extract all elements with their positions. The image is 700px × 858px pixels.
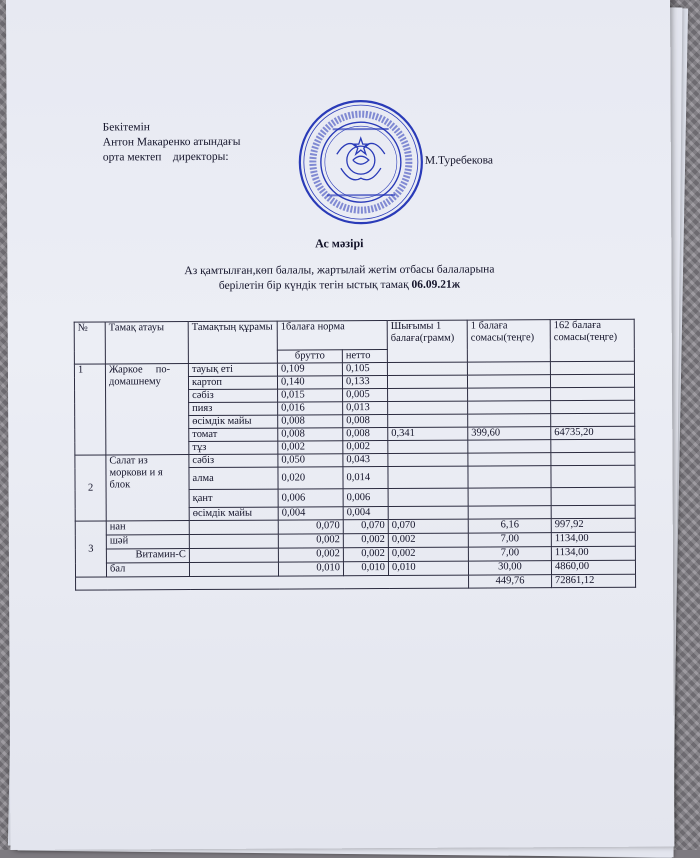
subtitle-line: Аз қамтылған,көп балалы, жартылай жетім отбасы балаларына <box>184 263 495 278</box>
ingredient-cell: тауық еті <box>188 363 277 376</box>
menu-table <box>74 319 636 591</box>
cost-162-cell <box>551 439 635 452</box>
cost-162-cell <box>551 505 635 518</box>
net-cell: 0,002 <box>343 441 388 454</box>
net-cell: 0,105 <box>342 363 387 376</box>
cost-one-cell <box>468 440 551 453</box>
header-num: № <box>74 322 105 364</box>
group-dish: Салат из моркови и я блок <box>106 455 189 521</box>
net-cell: 0,002 <box>343 534 388 548</box>
usage-cell <box>388 453 468 466</box>
cost-162-cell <box>551 387 635 400</box>
totals-spacer <box>76 575 469 590</box>
extra-name-cell: шәй <box>106 535 189 549</box>
header-cost-one: 1 балаға сомасы(теңге) <box>467 320 550 362</box>
cost-one-cell: 399,60 <box>468 427 551 440</box>
gross-cell: 0,010 <box>278 562 343 576</box>
usage-cell <box>387 375 467 388</box>
gross-cell: 0,050 <box>278 454 343 467</box>
usage-cell: 0,002 <box>388 547 468 561</box>
cost-one-cell <box>468 466 551 488</box>
gross-cell: 0,004 <box>278 507 343 520</box>
header-usage: Шығымы 1 балаға(грамм) <box>387 320 467 362</box>
approval-block <box>103 120 241 166</box>
usage-cell <box>388 414 468 427</box>
usage-cell <box>388 488 468 506</box>
approve-line: Антон Макаренко атындағы <box>102 135 241 149</box>
document-subtitle <box>7 262 671 295</box>
ingredient-cell: қант <box>189 489 278 507</box>
net-cell: 0,013 <box>343 402 388 415</box>
net-cell: 0,010 <box>343 562 388 576</box>
header-net: нетто <box>342 350 387 363</box>
ingredient-cell <box>189 520 278 534</box>
cost-one-cell <box>467 375 550 388</box>
cost-one-cell: 6,16 <box>468 519 551 533</box>
cost-one-cell <box>468 388 551 401</box>
cost-162-cell: 4860,00 <box>551 560 635 574</box>
ingredient-cell <box>189 548 278 562</box>
group-dish: Жаркое по-домашнему <box>105 364 188 455</box>
gross-cell: 0,109 <box>277 363 342 376</box>
net-cell: 0,008 <box>343 415 388 428</box>
total-cost-162: 72861,12 <box>552 574 636 587</box>
net-cell: 0,005 <box>343 389 388 402</box>
cost-one-cell: 7,00 <box>468 533 551 547</box>
cost-162-cell <box>551 465 635 487</box>
gross-cell: 0,020 <box>278 467 343 489</box>
usage-cell <box>388 388 468 401</box>
header-cost-162: 162 балаға сомасы(теңге) <box>550 319 634 361</box>
usage-cell: 0,070 <box>388 519 468 533</box>
usage-cell: 0,010 <box>388 561 468 575</box>
group-num: 1 <box>74 364 105 455</box>
net-cell: 0,008 <box>343 428 388 441</box>
gross-cell: 0,015 <box>278 389 343 402</box>
cost-one-cell: 30,00 <box>468 561 551 575</box>
group-num: 3 <box>75 521 106 577</box>
cost-162-cell: 997,92 <box>551 518 635 532</box>
net-cell: 0,004 <box>343 507 388 520</box>
header-norm: 1балаға норма <box>277 321 387 351</box>
gross-cell: 0,002 <box>278 441 343 454</box>
document-page <box>6 0 674 850</box>
approve-line: Бекітемін <box>102 121 150 134</box>
net-cell: 0,133 <box>342 376 387 389</box>
header-gross: брутто <box>277 350 342 363</box>
cost-one-cell <box>468 401 551 414</box>
cost-one-cell <box>468 488 551 506</box>
ingredient-cell: тұз <box>189 441 278 454</box>
gross-cell: 0,008 <box>278 428 343 441</box>
cost-one-cell <box>467 362 550 375</box>
ingredient-cell: картоп <box>188 376 277 389</box>
cost-one-cell <box>468 506 551 519</box>
table-header-row <box>74 319 634 351</box>
net-cell: 0,070 <box>343 520 388 534</box>
extra-name-cell: нан <box>106 521 189 535</box>
ingredient-cell <box>189 534 278 548</box>
ingredient-cell: пияз <box>189 402 278 415</box>
gross-cell: 0,008 <box>278 415 343 428</box>
usage-cell <box>388 466 468 488</box>
subtitle-line-text: берілетін бір күндік тегін ыстық тамақ <box>218 278 409 292</box>
total-cost-one: 449,76 <box>469 575 552 588</box>
cost-162-cell <box>551 452 635 465</box>
gross-cell: 0,070 <box>278 520 343 534</box>
ingredient-cell: өсімдік майы <box>189 415 278 428</box>
header-composition: Тамақтың құрамы <box>188 321 277 363</box>
page-title: Ас мәзірі <box>315 236 364 251</box>
signer-name: М.Туребекова <box>424 154 493 167</box>
cost-162-cell <box>551 413 635 426</box>
subtitle-line <box>7 277 671 295</box>
usage-cell: 0,341 <box>388 427 468 440</box>
usage-cell: 0,002 <box>388 533 468 547</box>
header-dish: Тамақ атауы <box>105 322 188 364</box>
gross-cell: 0,002 <box>278 534 343 548</box>
usage-cell <box>388 440 468 453</box>
usage-cell <box>388 401 468 414</box>
ingredient-cell <box>189 562 278 576</box>
usage-cell <box>388 506 468 519</box>
net-cell: 0,006 <box>343 489 388 507</box>
gross-cell: 0,006 <box>278 489 343 507</box>
official-seal-icon <box>297 98 426 227</box>
net-cell: 0,002 <box>343 548 388 562</box>
cost-162-cell: 1134,00 <box>551 546 635 560</box>
cost-162-cell <box>550 374 634 387</box>
totals-row <box>76 574 636 590</box>
ingredient-cell: сәбіз <box>189 389 278 402</box>
ingredient-cell: томат <box>189 428 278 441</box>
extra-name-cell: бал <box>106 563 189 577</box>
net-cell: 0,043 <box>343 454 388 467</box>
cost-one-cell <box>468 414 551 427</box>
cost-162-cell: 64735,20 <box>551 426 635 439</box>
ingredient-cell: өсімдік майы <box>189 507 278 520</box>
gross-cell: 0,016 <box>278 402 343 415</box>
gross-cell: 0,002 <box>278 548 343 562</box>
cost-162-cell: 1134,00 <box>551 532 635 546</box>
ingredient-cell: сәбіз <box>189 454 278 467</box>
group-num: 2 <box>75 455 106 521</box>
cost-162-cell <box>551 487 635 505</box>
ingredient-cell: алма <box>189 467 278 489</box>
usage-cell <box>387 362 467 375</box>
menu-date: 06.09.21ж <box>411 278 461 291</box>
cost-162-cell <box>550 361 634 374</box>
cost-one-cell <box>468 453 551 466</box>
cost-162-cell <box>551 400 635 413</box>
net-cell: 0,014 <box>343 467 388 489</box>
gross-cell: 0,140 <box>277 376 342 389</box>
approve-line: орта мектеп директоры: <box>102 150 229 164</box>
extra-name-cell: Витамин-С <box>106 549 189 563</box>
cost-one-cell: 7,00 <box>468 547 551 561</box>
